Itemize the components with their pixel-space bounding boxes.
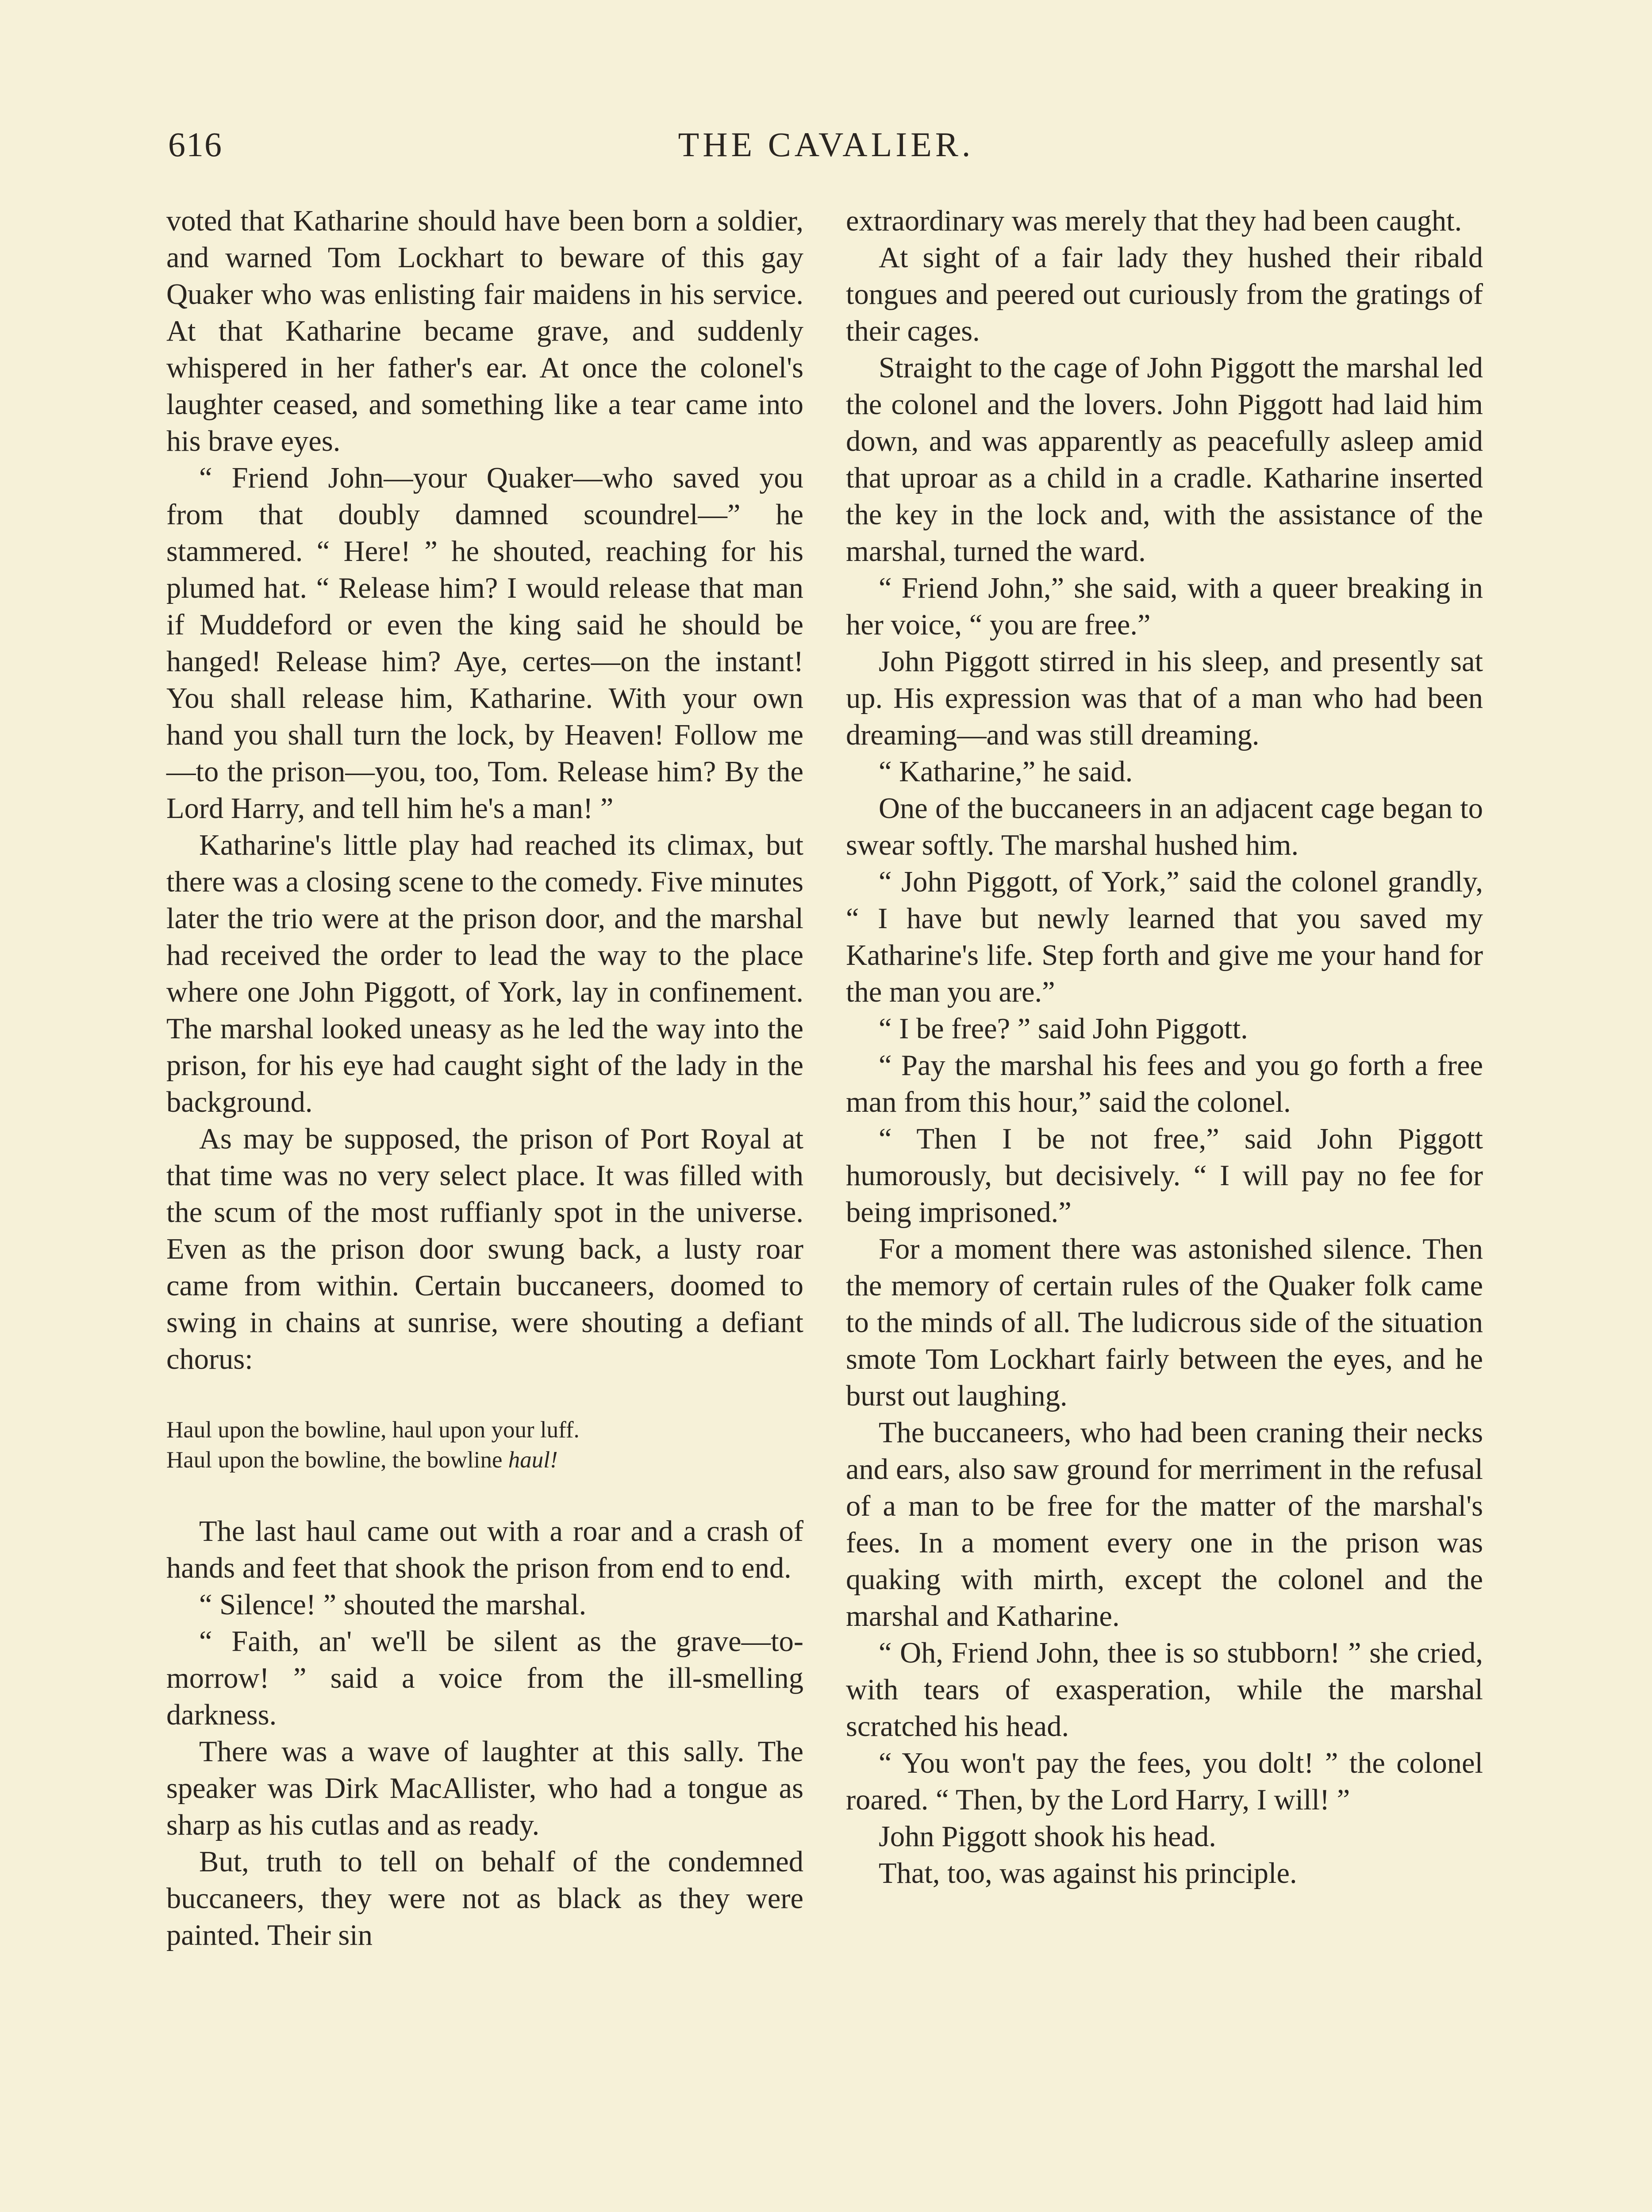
verse — [166, 1415, 803, 1475]
paragraph: “ John Piggott, of York,” said the colonel grandly, “ I have but newly learned that you saved my Katharine's life. Step forth and give me your hand for the man you are.” — [846, 866, 1483, 1008]
paragraph: That, too, was against his principle. — [879, 1857, 1297, 1889]
running-head: THE CAVALIER. — [678, 125, 974, 164]
paragraph: Katharine's little play had reached its climax, but there was a closing scene to the comedy. Five minutes later the trio were at the prison door, and the marshal had received the order to lead the way to the place where one John Piggott, of York, lay in confinement. The marshal looked uneasy as he led the way into the prison, for his eye had caught sight of the lady in the background. — [166, 829, 803, 1118]
paragraph: “ Then I be not free,” said John Piggott humorously, but decisively. “ I will pay no fee for being imprisoned.” — [846, 1123, 1483, 1229]
page-number: 616 — [168, 125, 223, 164]
paragraph: The buccaneers, who had been craning their necks and ears, also saw ground for merriment in the refusal of a man to be free for the matter of the marshal's fees. In a moment every one in the prison was quaking with mirth, except the colonel and the marshal and Katharine. — [846, 1417, 1483, 1632]
paragraph: “ Silence! ” shouted the marshal. — [199, 1589, 587, 1621]
verse-line — [166, 1445, 803, 1475]
paragraph: The last haul came out with a roar and a crash of hands and feet that shook the prison from end to end. — [166, 1515, 803, 1584]
paragraph: “ I be free? ” said John Piggott. — [879, 1013, 1248, 1045]
paragraph: “ Friend John,” she said, with a queer breaking in her voice, “ you are free.” — [846, 572, 1483, 641]
paragraph: But, truth to tell on behalf of the condemned buccaneers, they were not as black as they were painted. Their sin — [166, 1846, 803, 1951]
paragraph: John Piggott stirred in his sleep, and presently sat up. His expression was that of a man who had been dreaming—and was still dreaming. — [846, 645, 1483, 751]
paragraph: There was a wave of laughter at this sally. The speaker was Dirk MacAllister, who had a tongue as sharp as his cutlas and as ready. — [166, 1736, 803, 1841]
verse-emphasis: haul! — [508, 1447, 558, 1473]
paragraph: “ You won't pay the fees, you dolt! ” the colonel roared. “ Then, by the Lord Harry, I will! ” — [846, 1747, 1483, 1816]
verse-line: Haul upon the bowline, haul upon your luff. — [166, 1417, 580, 1443]
paragraph: extraordinary was merely that they had been caught. — [846, 205, 1462, 237]
paragraph: “ Oh, Friend John, thee is so stubborn! ” she cried, with tears of exasperation, while the marshal scratched his head. — [846, 1637, 1483, 1743]
paragraph: “ Faith, an' we'll be silent as the grave—to-morrow! ” said a voice from the ill-smelling darkness. — [166, 1625, 803, 1731]
paragraph: At sight of a fair lady they hushed their ribald tongues and peered out curiously from the gratings of their cages. — [846, 242, 1483, 347]
paragraph: Straight to the cage of John Piggott the marshal led the colonel and the lovers. John Piggott had laid him down, and was apparently as peacefully asleep amid that uproar as a child in a cradle. Katharine inserted the key in the lock and, with the assistance of the marshal, turned the ward. — [846, 352, 1483, 568]
right-column — [846, 203, 1483, 1892]
paragraph: “ Friend John—your Quaker—who saved you from that doubly damned scoundrel—” he stammered. “ Here! ” he shouted, reaching for his plumed hat. “ Release him? I would release that man if Muddeford or even the king said he should be hanged! Release him? Aye, certes—on the instant! You shall release him, Katharine. With your own hand you shall turn the lock, by Heaven! Follow me—to the prison—you, too, Tom. Release him? By the Lord Harry, and tell him he's a man! ” — [166, 462, 803, 825]
paragraph: For a moment there was astonished silence. Then the memory of certain rules of the Quaker folk came to the minds of all. The ludicrous side of the situation smote Tom Lockhart fairly between the eyes, and he burst out laughing. — [846, 1233, 1483, 1412]
paragraph: “ Katharine,” he said. — [879, 756, 1133, 788]
verse-line-text: Haul upon the bowline, the bowline — [166, 1447, 508, 1473]
paragraph: voted that Katharine should have been born a soldier, and warned Tom Lockhart to beware of this gay Quaker who was enlisting fair maidens in his service. At that Katharine became grave, and suddenly whispered in her father's ear. At once the colonel's laughter ceased, and something like a tear came into his brave eyes. — [166, 205, 803, 457]
paragraph: One of the buccaneers in an adjacent cage began to swear softly. The marshal hushed him. — [846, 792, 1483, 861]
paragraph: John Piggott shook his head. — [879, 1820, 1216, 1853]
paragraph: As may be supposed, the prison of Port Royal at that time was no very select place. It was filled with the scum of the most ruffianly spot in the universe. Even as the prison door swung back, a lusty roar came from within. Certain buccaneers, doomed to swing in chains at sunrise, were shouting a defiant chorus: — [166, 1123, 803, 1375]
left-column — [166, 203, 803, 1954]
paragraph: “ Pay the marshal his fees and you go forth a free man from this hour,” said the colonel. — [846, 1049, 1483, 1118]
